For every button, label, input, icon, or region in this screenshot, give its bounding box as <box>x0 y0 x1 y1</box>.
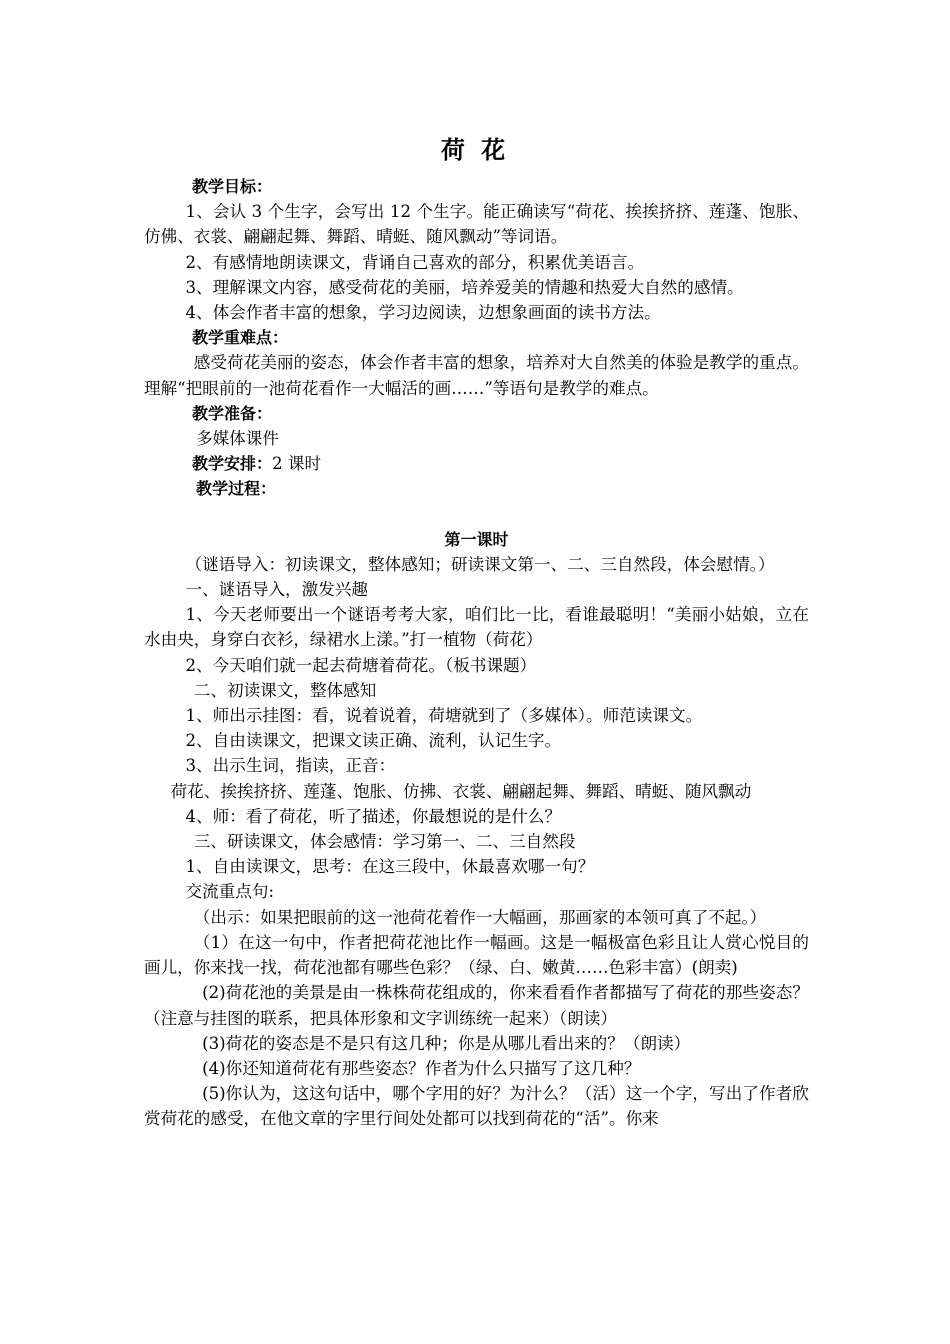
section3-title: 三、研读课文，体会感情：学习第一、二、三自然段 <box>193 832 576 852</box>
section2-paragraph: 3、出示生词，指读，正音： <box>185 756 396 776</box>
question-paragraph: (3)荷花的姿态是不是只有这几种；你是从哪儿看出来的？（朗读） <box>202 1033 691 1053</box>
document-body <box>144 174 809 1132</box>
section3-paragraph: 1、自由读课文，思考：在这三段中，休最喜欢哪一句？ <box>185 857 595 877</box>
preparation-heading: 教学准备： <box>192 403 273 423</box>
vocabulary-list: 荷花、挨挨挤挤、莲蓬、饱胀、仿拂、衣裳、翩翩起舞、舞蹈、晴蜓、随风飘动 <box>170 781 752 801</box>
lesson1-intro: （谜语导入：初读课文，整体感知；研读课文第一、二、三自然段，体会慰情。） <box>185 554 775 574</box>
section1-title: 一、谜语导入，激发兴趣 <box>185 580 369 600</box>
section1-paragraph: 2、今天咱们就一起去荷塘着荷花。（板书课题） <box>185 655 537 675</box>
section2-paragraph: 1、师出示挂图：看，说着说着，荷塘就到了（多媒体）。师范读课文。 <box>185 706 703 726</box>
goals-heading: 教学目标： <box>192 177 273 196</box>
section2-paragraph: 4、师：看了荷花，听了描述，你最想说的是什么？ <box>185 806 562 826</box>
arrangement-heading: 教学安排： <box>192 454 273 474</box>
goal-item: 4、体会作者丰富的想象，学习边阅读，边想象画面的读书方法。 <box>185 303 661 323</box>
key-points-heading: 教学重难点： <box>192 328 289 348</box>
section2-paragraph: 2、自由读课文，把课文读正确、流利，认记生字。 <box>185 731 562 751</box>
goal-item: 1、会认 3 个生字，会写出 12 个生字。能正确读写“荷花、挨挨挤挤、莲蓬、饱胀、仿佛、衣裳、翩翩起舞、舞蹈、晴蜓、随风飘动”等词语。 <box>144 202 809 247</box>
arrangement-text: 2 课时 <box>272 454 322 474</box>
key-sentence-quote: （出示：如果把眼前的这一池荷花着作一大幅画，那画家的本领可真了不起。） <box>193 907 767 927</box>
spacer <box>144 502 809 527</box>
question-paragraph: (4)你还知道荷花有那些姿态？作者为什么只描写了这几种？ <box>202 1058 641 1078</box>
question-paragraph: (2)荷花池的美景是由一株株荷花组成的，你来看看作者都描写了荷花的那些姿态？（注意与挂图的联系，把具体形象和文字训练统一起来）（朗读） <box>144 983 809 1028</box>
key-points-text: 感受荷花美丽的姿态，体会作者丰富的想象，培养对大自然美的体验是教学的重点。理解“把眼前的一池荷花看作一大幅活的画……”等语句是教学的难点。 <box>144 353 809 398</box>
question-paragraph: （1）在这一句中，作者把荷花池比作一幅画。这是一幅极富色彩且让人赏心悦目的画儿，你来找一找，荷花池都有哪些色彩？（绿、白、嫩黄……色彩丰富）(朗卖) <box>144 932 809 978</box>
section3-paragraph: 交流重点句: <box>185 882 275 902</box>
section2-title: 二、初读课文，整体感知 <box>193 680 377 700</box>
goal-item: 2、有感情地朗读课文，背诵自己喜欢的部分，积累优美语言。 <box>185 252 645 272</box>
section1-paragraph: 1、今天老师要出一个谜语考考大家，咱们比一比，看谁最聪明！“美丽小姑娘，立在水由央，身穿白衣衫，绿裙水上漾。”打一植物（荷花） <box>144 605 809 650</box>
document-title: 荷 花 <box>440 136 510 164</box>
question-paragraph: (5)你认为，这这句话中，哪个字用的好？为汁么？（活）这一个字，写出了作者欣赏荷花的感受，在他文章的字里行间处处都可以找到荷花的“活”。你来 <box>144 1084 809 1129</box>
lesson1-heading: 第一课时 <box>444 529 509 549</box>
preparation-text: 多媒体课件 <box>196 429 279 449</box>
goal-item: 3、理解课文内容，感受荷花的美丽，培养爱美的情趣和热爱大自然的感情。 <box>185 277 744 297</box>
arrangement-line <box>144 451 809 476</box>
process-heading: 教学过程： <box>196 479 277 499</box>
